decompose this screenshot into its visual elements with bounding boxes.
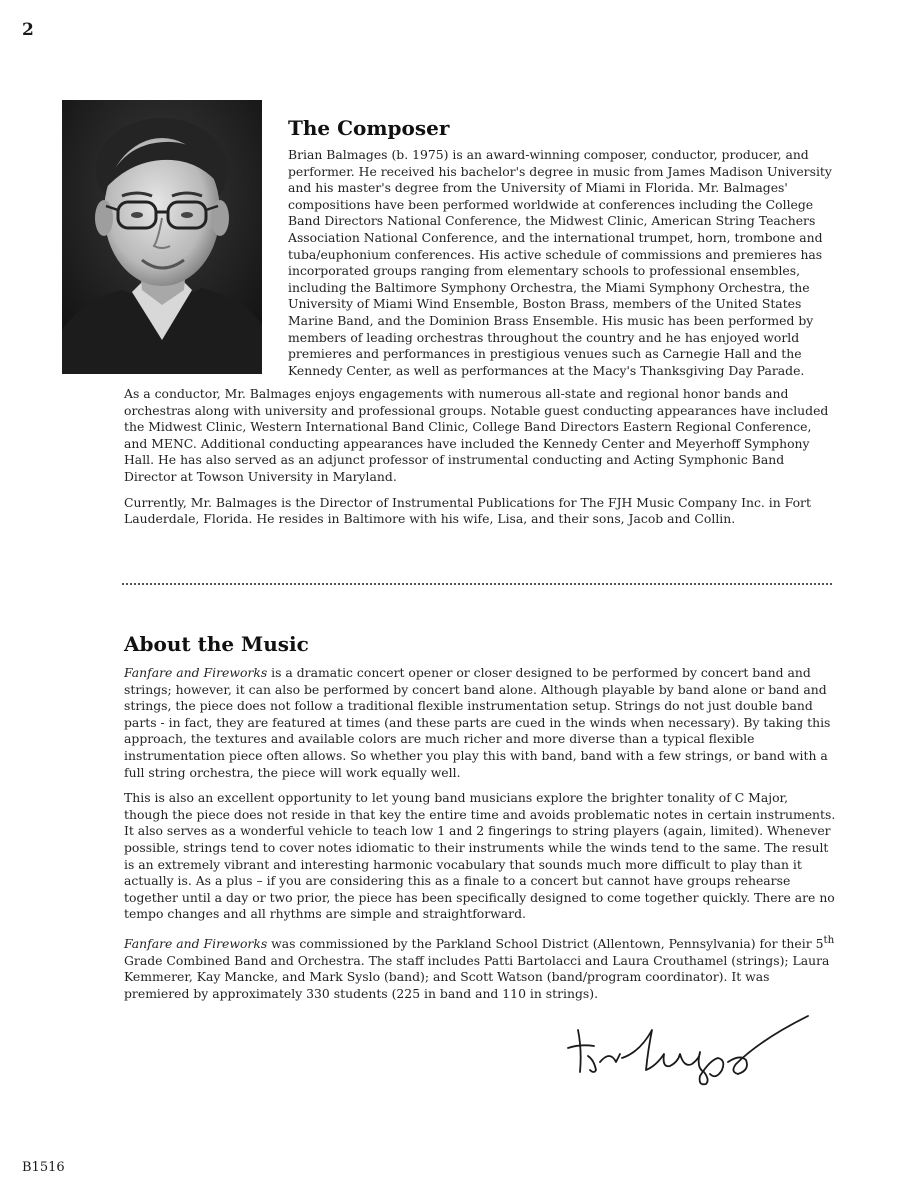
music-paragraph-2: This is also an excellent opportunity to let young band musicians explore the brighter tonality of C Major, though the piece does not reside in that key the entire time and avoids problematic notes in certain instruments. It also serves as a wonderful vehicle to teach low 1 and 2 fingerings to string players (again, limited). Whenever possible, strings tend to cover notes idiomatic to their instruments while the winds tend to the same. The result is an extremely vibrant and interesting harmonic vocabulary that sounds much more difficult to play than it actually is. As a plus – if you are considering this as a finale to a concert but cannot have groups rehearse together until a day or two prior, the piece has been specifically designed to come together quickly. There are no tempo changes and all rhythms are simple and straightforward.	[124, 790, 836, 922]
signature-image	[560, 1010, 810, 1090]
music-section	[124, 632, 836, 1002]
music-paragraph-3	[124, 932, 836, 1003]
music-paragraph-1-text: is a dramatic concert opener or closer designed to be performed by concert band and strings; however, it can also be performed by concert band alone. Although playable by band alone or band and strings, the piece does not follow a traditional flexible instrumentation setup. Strings do not just double band parts - in fact, they are featured at times (and these parts are cued in the winds when necessary). By taking this approach, the textures and available colors are much richer and more diverse than a typical flexible instrumentation piece often allows. So whether you play this with band, band with a few strings, or band with a full string orchestra, the piece will work equally well.	[124, 665, 831, 780]
page-code: B1516	[22, 1160, 65, 1175]
section-divider	[122, 583, 832, 585]
grade-number: 5	[815, 936, 824, 952]
grade-suffix: th	[823, 933, 835, 946]
composer-photo	[62, 100, 262, 374]
composer-section	[288, 116, 832, 379]
signature	[560, 1010, 810, 1090]
composer-section-continued	[124, 386, 834, 528]
composer-title: The Composer	[288, 116, 450, 140]
piece-title: Fanfare and Fireworks	[124, 665, 268, 680]
music-paragraph-3-text-b: Grade Combined Band and Orchestra. The staff includes Patti Bartolacci and Laura Crouthamel (strings); Laura Kemmerer, Kay Mancke, and Mark Syslo (band); and Scott Watson (band/program coordinator). It was premiered by approximately 330 students (225 in band and 110 in strings).	[124, 952, 830, 1001]
portrait-image	[62, 100, 262, 374]
page-number: 2	[22, 20, 34, 40]
music-paragraph-1	[124, 665, 836, 781]
piece-title: Fanfare and Fireworks	[124, 936, 268, 952]
composer-paragraph-3: Currently, Mr. Balmages is the Director of Instrumental Publications for The FJH Music Company Inc. in Fort Lauderdale, Florida. He resides in Baltimore with his wife, Lisa, and their sons, Jacob and Collin.	[124, 494, 811, 527]
music-title: About the Music	[124, 632, 309, 656]
composer-paragraph-2: As a conductor, Mr. Balmages enjoys engagements with numerous all-state and regional honor bands and orchestras along with university and professional groups. Notable guest conducting appearances have included the Midwest Clinic, Western International Band Clinic, College Band Directors Eastern Regional Conference, and MENC. Additional conducting appearances have included the Kennedy Center and Meyerhoff Symphony Hall. He has also served as an adjunct professor of instrumental conducting and Acting Symphonic Band Director at Towson University in Maryland.	[124, 386, 829, 484]
music-paragraph-3-text-a: was commissioned by the Parkland School District (Allentown, Pennsylvania) for their	[267, 936, 816, 952]
composer-paragraph-1: Brian Balmages (b. 1975) is an award-winning composer, conductor, producer, and performer. He received his bachelor's degree in music from James Madison University and his master's degree from the University of Miami in Florida. Mr. Balmages' compositions have been performed worldwide at conferences including the College Band Directors National Conference, the Midwest Clinic, American String Teachers Association National Conference, and the international trumpet, horn, trombone and tuba/euphonium conferences. His active schedule of commissions and premieres has incorporated groups ranging from elementary schools to professional ensembles, including the Baltimore Symphony Orchestra, the Miami Symphony Orchestra, the University of Miami Wind Ensemble, Boston Brass, members of the United States Marine Band, and the Dominion Brass Ensemble. His music has been performed by members of leading orchestras throughout the country and he has enjoyed world premieres and performances in prestigious venues such as Carnegie Hall and the Kennedy Center, as well as performances at the Macy's Thanksgiving Day Parade.	[288, 147, 832, 378]
